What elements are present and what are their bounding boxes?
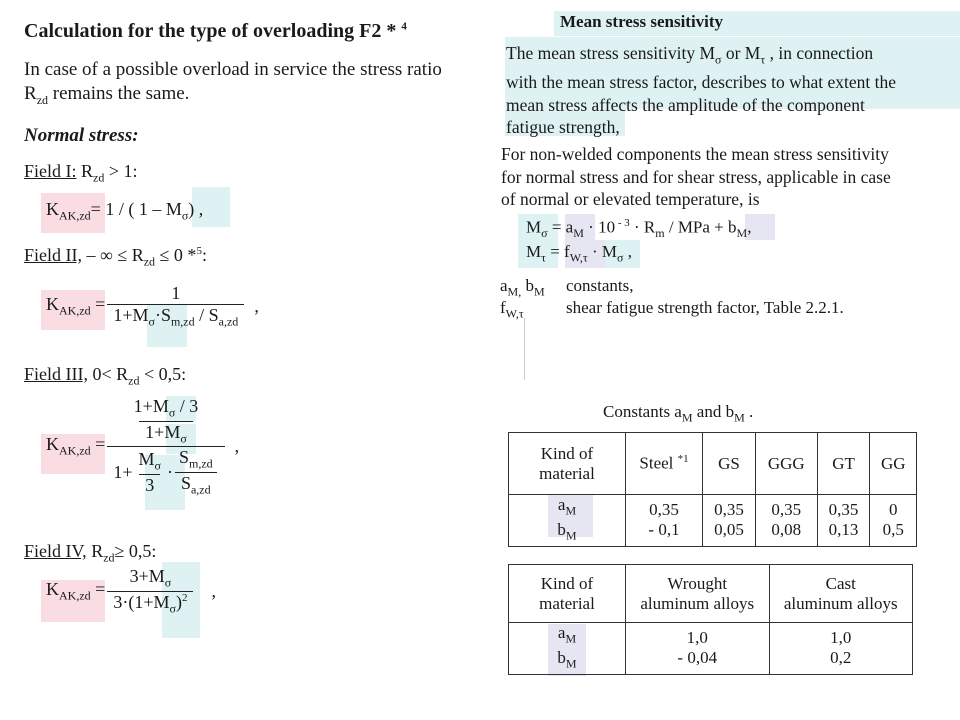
normal-stress-heading: Normal stress:: [24, 125, 139, 146]
formula-m-tau: $M_\tau = f_{W,\tau} \cdot M_\sigma$ ,: [526, 242, 632, 265]
row-label: $a_M$ $b_M$: [509, 623, 626, 675]
definition-constants: $a_{M,}$ $b_M$ constants,: [500, 276, 634, 299]
field-1-heading: Field I: $R_{zd} > 1$:: [24, 161, 138, 185]
table-row: [509, 623, 913, 675]
column-header: GS: [703, 433, 756, 495]
column-header: Steel $^{*1}$: [626, 433, 703, 495]
table-header-cell: Kind of material: [509, 433, 626, 495]
intro-text: In case of a possible overload in service the stress ratio $R_{zd}$ remains the same.: [24, 59, 442, 107]
table-cell: 0,35 0,13: [817, 495, 870, 547]
non-welded-paragraph: For non-welded components the mean stress sensitivity for normal stress and for shear stress, applicable in case of normal or elevated temperature, is: [501, 144, 891, 209]
equation-field-3: $K_{AK,zd}$ = $\frac{1+M_\sigma / 3}{1+M_\sigma}$ 1+ $\frac{M_\sigma}{3}$ · $\frac{S_{m,zd}}{S_{a,zd}}$ ,: [46, 396, 240, 497]
table-caption: Constants $a_M$ and $b_M$ .: [603, 402, 754, 425]
constants-table-aluminum: [508, 564, 913, 675]
table-cell: 0,35 - 0,1: [626, 495, 703, 547]
table-cell: 1,0 - 0,04: [626, 623, 770, 675]
table-header-cell: Kind of material: [509, 565, 626, 623]
column-header: Wrought aluminum alloys: [626, 565, 770, 623]
table-cell: 1,0 0,2: [769, 623, 913, 675]
formula-m-sigma: $M_\sigma = a_M \cdot 10$ $^{- 3} \cdot R_m$ / MPa + $b_M$,: [526, 217, 752, 241]
row-label: $a_M$ $b_M$: [509, 495, 626, 547]
field-4-heading: Field IV, $R_{zd}\ge 0,5$:: [24, 541, 157, 565]
equation-field-2: $K_{AK,zd}$ = $\frac{1}{1+M_\sigma\cdot S_{m,zd} / S_{a,zd}}$ ,: [46, 283, 259, 329]
right-heading: Mean stress sensitivity: [560, 12, 724, 31]
field-3-heading: Field III, $0< R_{zd} < 0,5$:: [24, 364, 187, 388]
field-2-heading: Field II, – ∞ ≤ $R_{zd} \le 0$ *$^5$:: [24, 245, 207, 269]
table-cell: 0,35 0,05: [703, 495, 756, 547]
table-header-row: [509, 433, 917, 495]
constants-table-ferrous: [508, 432, 917, 547]
equation-field-1: $K_{AK,zd}= 1$ / ( $1 - M_\sigma$) ,: [46, 199, 204, 223]
definitions-divider: [524, 318, 525, 380]
table-row: [509, 495, 917, 547]
equation-field-4: $K_{AK,zd}$ = $\frac{3+M_\sigma}{3\cdot(1+M_\sigma)^2}$ ,: [46, 566, 216, 616]
column-header: GT: [817, 433, 870, 495]
table-cell: 0 0,5: [870, 495, 917, 547]
column-header: GGG: [755, 433, 817, 495]
column-header: Cast aluminum alloys: [769, 565, 913, 623]
definition-shear-factor: $f_{W,\tau}$ shear fatigue strength factor, Table 2.2.1.: [500, 298, 844, 321]
mean-stress-paragraph: The mean stress sensitivity $M_\sigma$ or $M_\tau$ , in connection with the mean stress factor, describes to what extent the mean stress affects the amplitude of the component fatigue strength,: [506, 43, 897, 137]
table-header-row: [509, 565, 913, 623]
section-title: Calculation for the type of overloading F2 * $^4$: [24, 20, 407, 42]
table-cell: 0,35 0,08: [755, 495, 817, 547]
column-header: GG: [870, 433, 917, 495]
